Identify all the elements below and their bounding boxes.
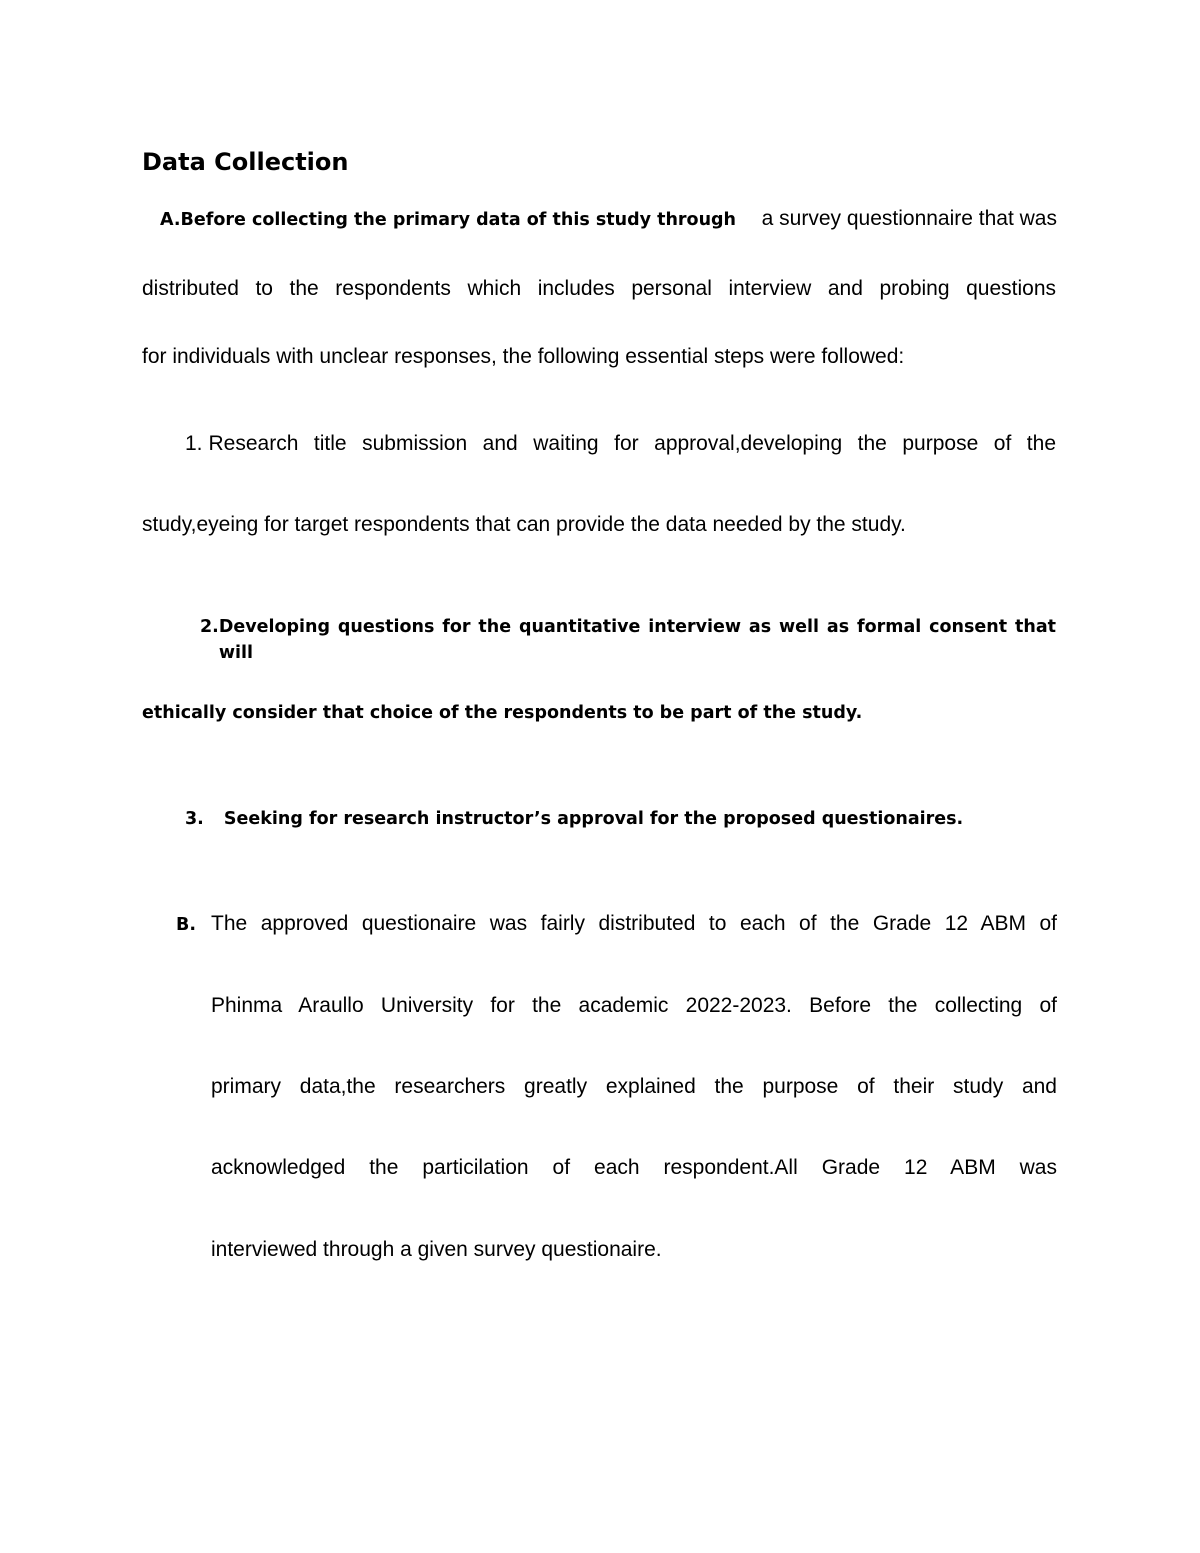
section-a-line-1 xyxy=(160,206,1057,233)
step-3-number: 3. xyxy=(185,809,204,829)
section-a-line-text: a survey questionnaire that was xyxy=(761,207,1057,230)
section-b-line-1: The approved questionaire was fairly distributed to each of the Grade 12 ABM of xyxy=(211,912,1057,935)
step-2-line-2: ethically consider that choice of the respondents to be part of the study. xyxy=(142,703,863,723)
step-2-number: 2. xyxy=(200,617,219,637)
step-1-line-1 xyxy=(185,431,1056,457)
section-a-line-3: for individuals with unclear responses, the following essential steps were followed: xyxy=(142,345,905,368)
step-3-line xyxy=(185,806,963,832)
section-b-line-4: acknowledged the particilation of each respondent.All Grade 12 ABM was xyxy=(211,1156,1057,1179)
section-b-line-2: Phinma Araullo University for the academic 2022-2023. Before the collecting of xyxy=(211,994,1057,1017)
step-2-line-1 xyxy=(200,614,1056,666)
section-a-marker: A. xyxy=(160,210,181,230)
step-2-text: Developing questions for the quantitative interview as well as formal consent that will xyxy=(218,617,1056,663)
section-a-line-2: distributed to the respondents which includes personal interview and probing questions xyxy=(142,277,1056,300)
section-b-line-3: primary data,the researchers greatly explained the purpose of their study and xyxy=(211,1075,1057,1098)
section-b-line-5: interviewed through a given survey questionaire. xyxy=(211,1238,662,1261)
step-1-text: Research title submission and waiting for approval,developing the purpose of the xyxy=(208,432,1056,455)
page-title: Data Collection xyxy=(142,148,349,176)
section-b-marker: B. xyxy=(176,915,196,935)
step-1-line-2: study,eyeing for target respondents that can provide the data needed by the study. xyxy=(142,513,906,536)
section-a-bold-lead: Before collecting the primary data of this study through xyxy=(180,210,737,230)
step-1-number: 1. xyxy=(185,432,203,455)
step-3-text: Seeking for research instructor’s approval for the proposed questionaires. xyxy=(223,809,964,829)
